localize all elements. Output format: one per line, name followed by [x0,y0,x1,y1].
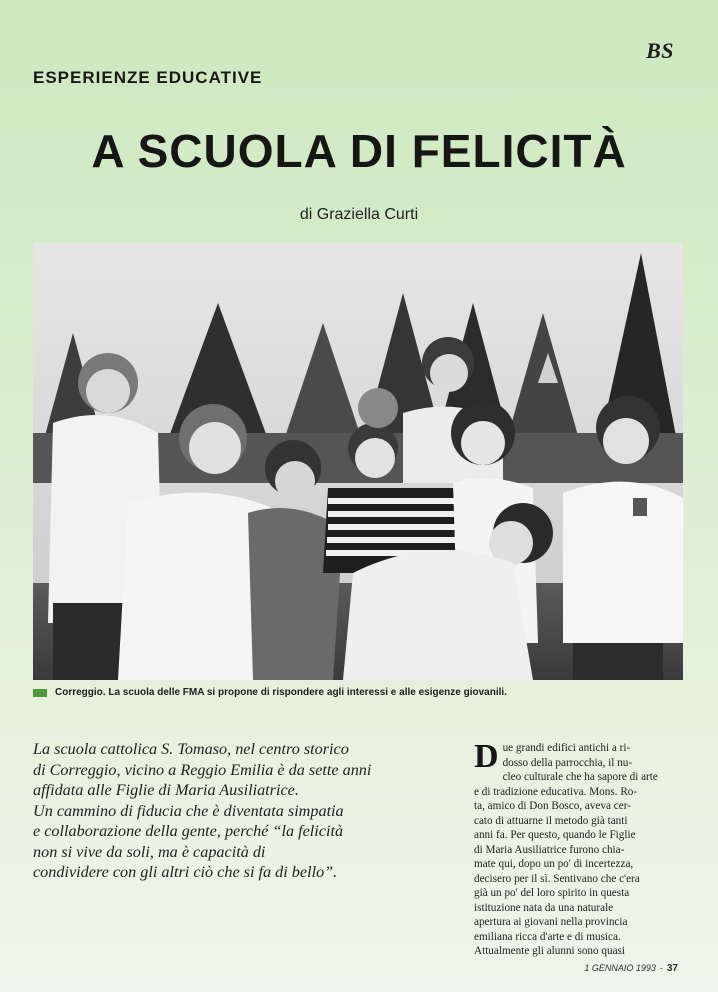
magazine-mark: BS [646,38,674,63]
body-line: cato di attuarne il metodo già tanti [474,814,628,827]
section-label: ESPERIENZE EDUCATIVE [33,68,263,87]
page-number: 37 [666,963,678,974]
body-line: già un po' del loro spirito in questa [474,887,630,899]
lead-paragraph [33,739,463,883]
caption-marker [33,689,47,697]
lead-line: La scuola cattolica S. Tomaso, nel centro storico [33,740,349,758]
body-line: anni fa. Per questo, quando le Figlie [474,829,636,841]
body-line: dosso della parrocchia, il nu- [502,756,633,769]
body-text-column [474,738,683,959]
lead-line: Un cammino di fiducia che è diventata simpatia [33,801,344,820]
photo-caption [33,687,693,698]
lead-line: e collaborazione della gente, perché “la felicità [33,822,344,840]
footer-separator: - [659,963,663,973]
body-line: Attualmente gli alunni sono quasi [474,945,626,957]
page-footer [584,963,678,974]
body-line: e di tradizione educativa. Mons. Ro- [474,785,638,798]
body-line: apertura ai giovani nella provincia [474,916,628,928]
drop-cap: D [474,738,499,775]
issue-date: 1 GENNAIO 1993 [584,963,656,973]
group-photo-illustration [33,243,683,680]
byline: di Graziella Curti [299,206,419,223]
body-line: cleo culturale che ha sapore di arte [502,771,658,783]
body-line: decisero per il sì. Sentivano che c'era [474,872,640,885]
body-line: istituzione nata da una naturale [474,901,614,914]
body-line: emiliana ricca d'arte e di musica. [474,930,621,943]
lead-line: di Correggio, vicino a Reggio Emilia è da sette anni [33,760,372,779]
body-line: mate qui, dopo un po' di incertezza, [474,858,634,870]
lead-line: affidata alle Figlie di Maria Ausiliatrice. [33,781,299,799]
lead-line: condividere con gli altri ciò che si fa di bello”. [33,863,338,881]
body-line: ue grandi edifici antichi a ri- [502,742,631,754]
lead-line: non si vive da soli, ma è capacità di [33,842,266,861]
body-line: ta, amico di Don Bosco, aveva cer- [474,800,631,812]
article-photo [33,243,683,680]
caption-text: Correggio. La scuola delle FMA si propone di rispondere agli interessi e alle esigenze giovanili. [55,687,507,698]
article-title: A SCUOLA DI FELICITÀ [91,125,627,177]
body-line: di Maria Ausiliatrice furono chia- [474,843,625,856]
